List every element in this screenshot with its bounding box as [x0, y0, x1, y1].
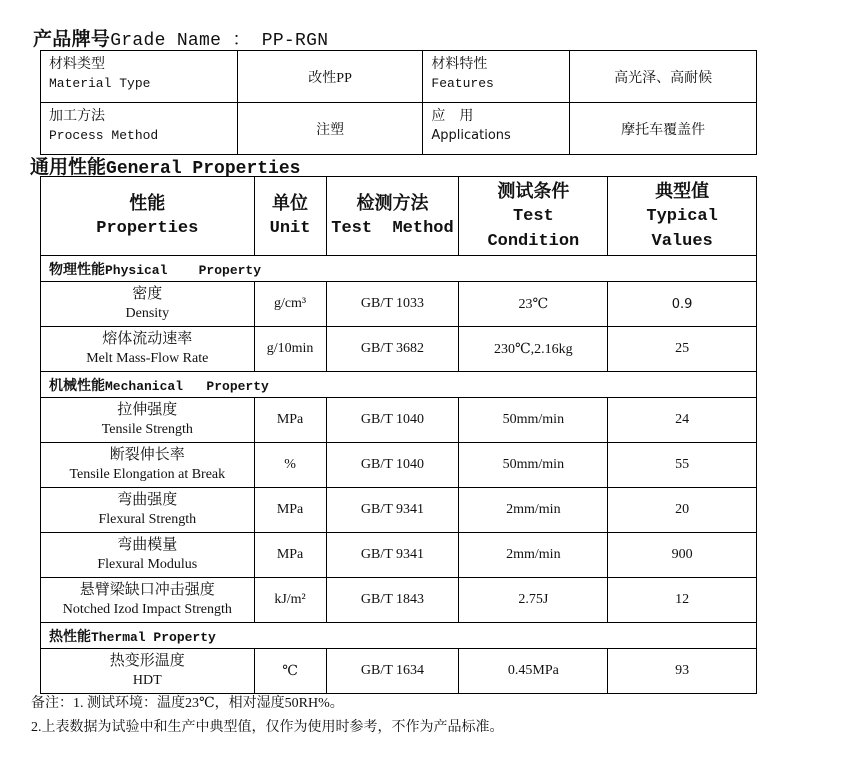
property-name: [41, 488, 255, 533]
table-row: [41, 578, 757, 623]
property-value: 12: [608, 578, 757, 623]
note-line-2: 2.上表数据为试验中和生产中典型值，仅作为使用时参考，不作为产品标准。: [31, 720, 504, 735]
header-typical-cn: 典型值: [655, 180, 710, 201]
header-condition-en1: Test: [512, 206, 554, 226]
header-property-en: Properties: [96, 219, 199, 238]
material-info-table: [40, 50, 757, 155]
property-value: 24: [608, 398, 757, 443]
applications-en: Applications: [431, 128, 511, 143]
property-condition: 230℃,2.16kg: [459, 327, 608, 372]
header-method: [326, 177, 459, 256]
header-unit-cn: 单位: [272, 193, 309, 213]
section-thermal: [41, 623, 757, 649]
grade-title: [33, 24, 328, 51]
section-title-cn: 机械性能: [49, 378, 105, 394]
applications-value: 摩托车覆盖件: [570, 103, 757, 155]
applications-cn: 应 用: [431, 109, 474, 124]
process-en: Process Method: [49, 128, 159, 143]
header-condition-cn: 测试条件: [497, 180, 570, 201]
property-name-cn: 弯曲模量: [117, 537, 178, 553]
general-title-en: General Properties: [106, 159, 301, 179]
property-value: 55: [608, 443, 757, 488]
property-condition: 0.45MPa: [459, 649, 608, 694]
table-row: [41, 649, 757, 694]
applications-label: [423, 103, 570, 155]
process-value: 注塑: [237, 103, 423, 155]
header-method-en: Test Method: [331, 219, 454, 238]
property-method: GB/T 9341: [326, 488, 459, 533]
property-unit: MPa: [254, 533, 326, 578]
property-value: 900: [608, 533, 757, 578]
property-name-en: Notched Izod Impact Strength: [62, 602, 232, 617]
header-condition: [459, 177, 608, 256]
property-method: GB/T 3682: [326, 327, 459, 372]
property-value: 0.9: [608, 282, 757, 327]
properties-table: [40, 176, 757, 694]
section-title-en: Physical Property: [105, 262, 262, 278]
property-name-cn: 热变形温度: [109, 653, 185, 669]
header-property-cn: 性能: [129, 193, 166, 213]
section-mechanical: [41, 372, 757, 398]
grade-label-en: Grade Name ： PP-RGN: [110, 31, 329, 51]
property-name-cn: 密度: [132, 286, 163, 302]
notes: [31, 692, 504, 740]
property-name-en: Tensile Strength: [101, 422, 193, 437]
property-condition: 2mm/min: [459, 488, 608, 533]
header-typical-en1: Typical: [646, 206, 718, 226]
property-value: 20: [608, 488, 757, 533]
property-condition: 50mm/min: [459, 443, 608, 488]
header-typical-en2: Values: [651, 231, 713, 251]
note-line-1: 备注：1. 测试环境：温度23℃，相对湿度50RH%。: [31, 696, 344, 711]
property-unit: MPa: [254, 398, 326, 443]
property-condition: 2.75J: [459, 578, 608, 623]
header-typical: [608, 177, 757, 256]
table-row: [41, 327, 757, 372]
grade-label-cn: 产品牌号: [33, 29, 111, 50]
property-method: GB/T 1634: [326, 649, 459, 694]
material-type-cn: 材料类型: [49, 57, 105, 72]
table-row: [41, 533, 757, 578]
features-en: Features: [431, 76, 494, 91]
section-title-cn: 热性能: [49, 629, 91, 645]
table-row: [41, 488, 757, 533]
material-type-value: 改性PP: [237, 51, 423, 103]
property-unit: g/cm³: [254, 282, 326, 327]
info-row-material: [41, 51, 757, 103]
header-property: [41, 177, 255, 256]
general-title-cn: 通用性能: [30, 157, 107, 178]
property-name-cn: 断裂伸长率: [109, 447, 185, 463]
property-name: [41, 649, 255, 694]
property-name-en: Flexural Modulus: [97, 557, 198, 572]
property-unit: g/10min: [254, 327, 326, 372]
section-title-en: Mechanical Property: [105, 378, 269, 394]
material-type-label: [41, 51, 238, 103]
property-unit: MPa: [254, 488, 326, 533]
header-row: [41, 177, 757, 256]
info-row-process: [41, 103, 757, 155]
property-method: GB/T 1033: [326, 282, 459, 327]
property-name-cn: 拉伸强度: [117, 402, 178, 418]
property-name-cn: 悬臂梁缺口冲击强度: [79, 582, 215, 598]
property-condition: 2mm/min: [459, 533, 608, 578]
property-name-en: HDT: [132, 673, 162, 688]
property-method: GB/T 1040: [326, 398, 459, 443]
section-title: [41, 623, 757, 649]
section-title: [41, 256, 757, 282]
section-title: [41, 372, 757, 398]
section-title-en: Thermal Property: [91, 629, 216, 645]
features-cn: 材料特性: [431, 57, 488, 72]
property-name-cn: 弯曲强度: [117, 492, 178, 508]
header-unit: [254, 177, 326, 256]
property-unit: kJ/m²: [254, 578, 326, 623]
features-value: 高光泽、高耐候: [570, 51, 757, 103]
table-row: [41, 443, 757, 488]
property-method: GB/T 1040: [326, 443, 459, 488]
table-row: [41, 398, 757, 443]
property-method: GB/T 1843: [326, 578, 459, 623]
property-unit: %: [254, 443, 326, 488]
property-condition: 50mm/min: [459, 398, 608, 443]
process-label: [41, 103, 238, 155]
property-unit: ℃: [254, 649, 326, 694]
features-label: [423, 51, 570, 103]
material-type-en: Material Type: [49, 76, 151, 91]
general-properties-title: [30, 152, 300, 179]
property-name-cn: 熔体流动速率: [102, 331, 193, 347]
property-name: [41, 533, 255, 578]
header-unit-en: Unit: [269, 219, 311, 238]
property-name: [41, 282, 255, 327]
property-name: [41, 443, 255, 488]
property-name-en: Flexural Strength: [98, 512, 197, 527]
property-name-en: Melt Mass-Flow Rate: [86, 351, 209, 366]
property-name: [41, 327, 255, 372]
property-value: 25: [608, 327, 757, 372]
property-condition: 23℃: [459, 282, 608, 327]
process-cn: 加工方法: [49, 109, 105, 124]
header-condition-en2: Condition: [487, 231, 580, 251]
property-name-en: Density: [125, 306, 170, 321]
section-physical: [41, 256, 757, 282]
property-method: GB/T 9341: [326, 533, 459, 578]
section-title-cn: 物理性能: [49, 262, 105, 278]
property-name: [41, 398, 255, 443]
header-method-cn: 检测方法: [356, 193, 429, 213]
property-name: [41, 578, 255, 623]
table-row: [41, 282, 757, 327]
property-value: 93: [608, 649, 757, 694]
property-name-en: Tensile Elongation at Break: [69, 467, 226, 482]
